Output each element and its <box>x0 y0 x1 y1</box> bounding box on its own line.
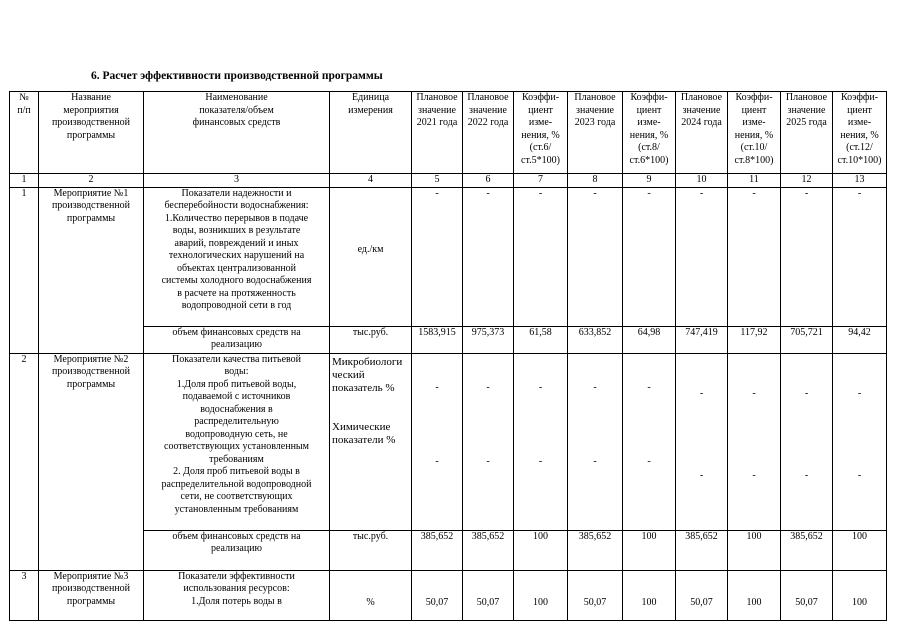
column-number: 5 <box>412 174 463 188</box>
finance-value: 100 <box>728 530 781 570</box>
value-cell: 100 <box>623 570 676 620</box>
header-cell: Плановое значение 2025 года <box>781 92 833 174</box>
finance-unit: тыс.руб. <box>330 326 412 353</box>
value-cell: - <box>463 187 514 326</box>
value-cell: - - <box>568 353 623 530</box>
column-number-row <box>10 174 887 188</box>
value-cell: 100 <box>514 570 568 620</box>
row-number: 2 <box>10 353 39 570</box>
value-cell: - - <box>728 353 781 530</box>
value-cell: - <box>568 187 623 326</box>
header-row <box>10 92 887 174</box>
unit-cell: ед./км <box>330 187 412 326</box>
finance-value: 64,98 <box>623 326 676 353</box>
finance-value: 100 <box>623 530 676 570</box>
finance-value: 100 <box>833 530 887 570</box>
header-cell: № п/п <box>10 92 39 174</box>
value-cell: 50,07 <box>781 570 833 620</box>
column-number: 13 <box>833 174 887 188</box>
measure-name: Мероприятие №3 производственной программы <box>39 570 144 620</box>
column-number: 8 <box>568 174 623 188</box>
value-cell: - - <box>514 353 568 530</box>
finance-value: 100 <box>514 530 568 570</box>
finance-value: 385,652 <box>412 530 463 570</box>
value-cell: - <box>833 187 887 326</box>
value-cell: - <box>623 187 676 326</box>
finance-value: 385,652 <box>676 530 728 570</box>
header-cell: Название мероприятия производственной программы <box>39 92 144 174</box>
row-number: 1 <box>10 187 39 353</box>
column-number: 4 <box>330 174 412 188</box>
column-number: 7 <box>514 174 568 188</box>
column-number: 11 <box>728 174 781 188</box>
header-cell: Плановое значение 2023 года <box>568 92 623 174</box>
finance-value: 705,721 <box>781 326 833 353</box>
measure-3-indicator-row <box>10 570 887 620</box>
finance-value: 61,58 <box>514 326 568 353</box>
column-number: 12 <box>781 174 833 188</box>
value-cell: - - <box>623 353 676 530</box>
value-cell: - - <box>412 353 463 530</box>
finance-value: 385,652 <box>568 530 623 570</box>
indicator-text: Показатели эффективности использования ресурсов: 1.Доля потерь воды в <box>144 570 330 620</box>
finance-value: 385,652 <box>781 530 833 570</box>
value-cell: - - <box>463 353 514 530</box>
unit-chemical: Химические показатели % <box>332 420 396 446</box>
measure-1-indicator-row <box>10 187 887 326</box>
column-number: 6 <box>463 174 514 188</box>
value-cell: - - <box>781 353 833 530</box>
finance-label: объем финансовых средств на реализацию <box>144 326 330 353</box>
header-cell: Плановое значение 2021 года <box>412 92 463 174</box>
finance-value: 747,419 <box>676 326 728 353</box>
measure-2-indicator-row <box>10 353 887 530</box>
indicator-text: Показатели надежности и бесперебойности водоснабжения: 1.Количество перерывов в подаче воды, возникших в результате аварий, повреждений и иных технологических нарушений на объектах централизованной системы холодного водоснабжения в расчете на протяженность водопроводной сети в год <box>144 187 330 326</box>
header-cell: Коэффи- циент изме- нения, % (ст.10/ ст.8*100) <box>728 92 781 174</box>
value-cell: 100 <box>728 570 781 620</box>
column-number: 9 <box>623 174 676 188</box>
value-cell: 50,07 <box>568 570 623 620</box>
value-cell: 50,07 <box>463 570 514 620</box>
finance-value: 975,373 <box>463 326 514 353</box>
value-cell: - - <box>676 353 728 530</box>
column-number: 1 <box>10 174 39 188</box>
header-cell: Наименование показателя/объем финансовых средств <box>144 92 330 174</box>
header-cell: Плановое значение 2024 года <box>676 92 728 174</box>
unit-microbiological: Микробиологи ческий показатель % <box>332 355 403 394</box>
finance-value: 94,42 <box>833 326 887 353</box>
finance-label: объем финансовых средств на реализацию <box>144 530 330 570</box>
measure-name: Мероприятие №1 производственной программы <box>39 187 144 353</box>
measure-name: Мероприятие №2 производственной программы <box>39 353 144 570</box>
unit-cell <box>330 353 412 530</box>
finance-unit: тыс.руб. <box>330 530 412 570</box>
value-cell: - <box>514 187 568 326</box>
unit-cell: % <box>330 570 412 620</box>
efficiency-table <box>9 91 887 621</box>
finance-value: 1583,915 <box>412 326 463 353</box>
value-cell: 100 <box>833 570 887 620</box>
header-cell: Плановое значение 2022 года <box>463 92 514 174</box>
header-cell: Единица измерения <box>330 92 412 174</box>
value-cell: - - <box>833 353 887 530</box>
value-cell: - <box>412 187 463 326</box>
section-heading: 6. Расчет эффективности производственной программы <box>91 70 383 82</box>
finance-value: 633,852 <box>568 326 623 353</box>
value-cell: 50,07 <box>412 570 463 620</box>
value-cell: - <box>781 187 833 326</box>
finance-value: 385,652 <box>463 530 514 570</box>
header-cell: Коэффи- циент изме- нения, % (ст.12/ ст.10*100) <box>833 92 887 174</box>
row-number: 3 <box>10 570 39 620</box>
column-number: 10 <box>676 174 728 188</box>
column-number: 3 <box>144 174 330 188</box>
value-cell: - <box>676 187 728 326</box>
finance-value: 117,92 <box>728 326 781 353</box>
value-cell: 50,07 <box>676 570 728 620</box>
header-cell: Коэффи- циент изме- нения, % (ст.6/ ст.5*100) <box>514 92 568 174</box>
indicator-text: Показатели качества питьевой воды: 1.Доля проб питьевой воды, подаваемой с источников водоснабжения в распределительную водопроводную сеть, не соответствующих установленным требованиям 2. Доля проб питьевой воды в распределительной водопроводной сети, не соответствующих установленным требованиям <box>144 353 330 530</box>
column-number: 2 <box>39 174 144 188</box>
header-cell: Коэффи- циент изме- нения, % (ст.8/ ст.6*100) <box>623 92 676 174</box>
value-cell: - <box>728 187 781 326</box>
